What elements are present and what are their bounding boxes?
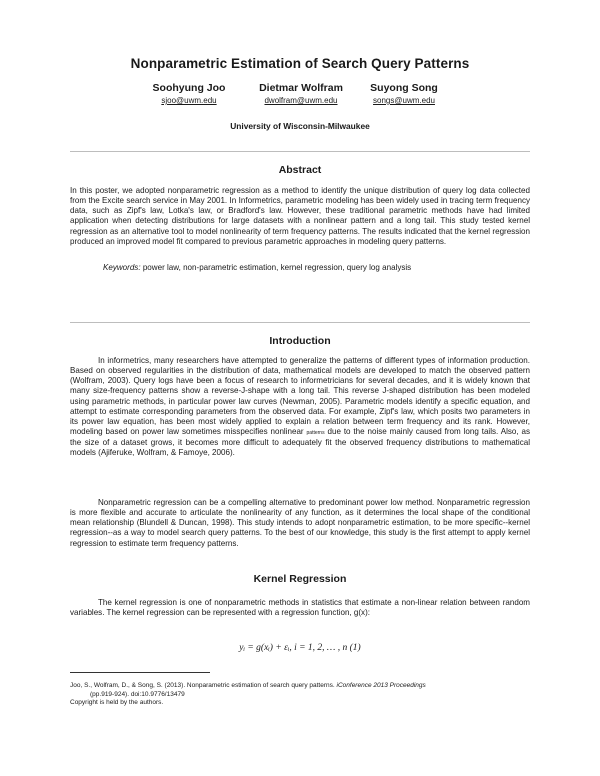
author-1 (134, 82, 244, 105)
author-email-link[interactable]: songs@uwm.edu (373, 96, 435, 105)
introduction-paragraph-2: Nonparametric regression can be a compelling alternative to predominant power low method. Nonparametric regression is more flexible and accurate to articulate the nonlinearity of any function, as it determines the local shape of the conditional mean relationship (Blundell & Duncan, 1998). This study intends to adopt nonparametric estimation, to be more specific--kernel regression--as a way to model search query patterns. To the best of our knowledge, this study is the first attempt to apply kernel regression to estimate term frequency patterns. (70, 498, 530, 548)
keywords-text: power law, non-parametric estimation, kernel regression, query log analysis (142, 263, 412, 272)
footnote-divider (70, 672, 210, 673)
keywords-line (103, 263, 543, 272)
author-name: Suyong Song (370, 82, 438, 94)
kernel-regression-paragraph: The kernel regression is one of nonparametric methods in statistics that estimate a non-linear relation between random variables. The kernel regression can be represented with a regression function, g(x): (70, 598, 530, 618)
author-2 (246, 82, 356, 105)
author-email-link[interactable]: sjoo@uwm.edu (161, 96, 217, 105)
regression-formula: yᵢ = g(xᵢ) + εᵢ, i = 1, 2, … , n (1) (239, 643, 361, 653)
intro-p1-subscript: patterns (306, 430, 325, 437)
author-3 (349, 82, 459, 105)
intro-p1-text-b: due to the noise mainly caused from long tails. Also, as the size of a dataset grows, it becomes more difficult to adequately fit the observed frequency distributions to mathematical models (Ajiferuke, Wolfram, & Famoye, 2006). (70, 427, 530, 458)
paper-title: Nonparametric Estimation of Search Query Patterns (130, 56, 470, 71)
abstract-text: In this poster, we adopted nonparametric regression as a method to identify the unique distribution of query log data collected from the Excite search service in May 2001. In Informetrics, parametric modeling has been widely used in tracing term frequency data, such as Zipf's law, Lotka's law, or Bradford's law. However, these traditional parametric methods have had limited application when detecting distributions for large datasets with a nonlinear pattern and a long tail. This study tested kernel regression as an alternative tool to model nonlinearity of term frequency patterns. The results indicated that the kernel regression produced an improved model fit compared to previous parametric approaches in modeling query patterns. (70, 186, 530, 246)
copyright-notice: Copyright is held by the authors. (70, 699, 164, 707)
kernel-regression-heading: Kernel Regression (253, 573, 347, 585)
footnote (70, 682, 530, 708)
section-divider (70, 322, 530, 323)
introduction-paragraph-1 (70, 356, 530, 459)
keywords-label: Keywords: (103, 263, 141, 272)
section-divider (70, 151, 530, 152)
footnote-citation-continued: (pp.919-924). doi:10.9776/13479 (90, 690, 185, 698)
footnote-citation: Joo, S., Wolfram, D., & Song, S. (2013). Nonparametric estimation of search query patterns. iConference 2013 Proceedings (70, 682, 426, 689)
author-email-link[interactable]: dwolfram@uwm.edu (264, 96, 338, 105)
intro-p1-text-a: In informetrics, many researchers have attempted to generalize the patterns of different types of information production. Based on observed regularities in the distribution of data, mathematical models are developed to match the observed pattern (Wolfram, 2003). Query logs have been a focus of research to informetricians for several decades, and it is widely known that many size-frequency patterns show a reverse-J-shape with a long tail. This reverse J-shaped distribution has been modeled using parametric methods, in particular power law curves (Newman, 2005). Parametric models identify a specific equation, and attempt to estimate corresponding parameters from the observed data. For example, Zipf's law, which posits two parameters in its power law equation, has been most widely applied to explain a relation between term frequency and its rank. However, modeling based on power law sometimes misspecifies nonlinear (70, 356, 530, 437)
introduction-heading: Introduction (269, 335, 331, 347)
author-name: Dietmar Wolfram (259, 82, 343, 94)
abstract-heading: Abstract (278, 164, 322, 176)
affiliation: University of Wisconsin-Milwaukee (230, 121, 370, 131)
author-name: Soohyung Joo (152, 82, 226, 94)
